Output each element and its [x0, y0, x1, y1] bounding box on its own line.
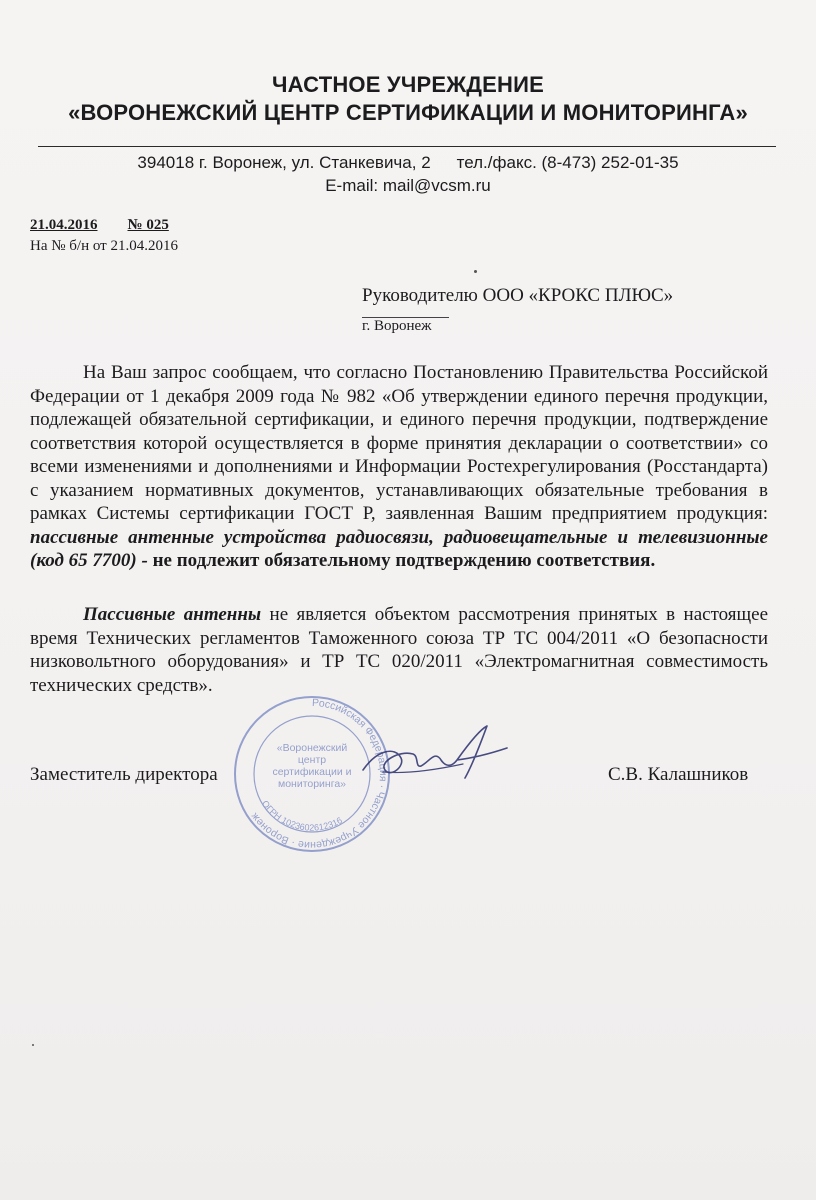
second-paragraph — [30, 603, 768, 697]
org-type-heading: ЧАСТНОЕ УЧРЕЖДЕНИЕ — [271, 72, 545, 97]
signatory-position: Заместитель директора — [30, 764, 218, 785]
main-paragraph-text: На Ваш запрос сообщаем, что согласно Постановлению Правительства Российской Федерации от 1 декабря 2009 года № 982 «Об утверждении единого перечня продукции, подлежащей обязательной сертификации, и единого перечня продукции, подтверждение соответствия которой осуществляется в форме принятия декларации о соответствии» со всеми изменениями и дополнениями и Информации Ростехрегулирования (Росстандарта) с указанием нормативных документов, устанавливающих обязательные требования в рамках Системы сертификации ГОСТ Р, заявленная Вашим предприятием продукция: — [30, 362, 768, 524]
outgoing-reference — [30, 217, 169, 234]
recipient-name: Руководителю ООО «КРОКС ПЛЮС» — [362, 285, 674, 306]
signatory-name: С.В. Калашников — [608, 764, 749, 785]
letter-number: № 025 — [127, 217, 169, 233]
incoming-reference: На № б/н от 21.04.2016 — [30, 238, 178, 254]
phone-fax: тел./факс. (8-473) 252-01-35 — [456, 153, 679, 172]
conclusion-text: не подлежит обязательному подтверждению соответствия. — [147, 550, 656, 571]
paper-speck — [474, 270, 477, 273]
header-divider — [38, 146, 776, 147]
subject-term: Пассивные антенны — [83, 604, 262, 625]
address-line — [0, 153, 816, 173]
email-line: E-mail: mail@vcsm.ru — [325, 176, 491, 195]
stamp-ogrn: ОГРН 1023602612316 — [259, 798, 344, 833]
second-paragraph-text: не является объектом рассмотрения принятых в настоящее время Технических регламентов Таможенного союза ТР ТС 004/2011 «О безопасности низковольтного оборудования» и ТР ТС 020/2011 «Электромагнитная совместимость технических средств». — [30, 604, 769, 696]
stamp-outer-text: Российская Федерация · Частное Учреждение · Воронеж — [248, 696, 390, 852]
stamp-inner-text: «Воронежский центр сертификации и мониторинга» — [272, 742, 352, 790]
main-paragraph — [30, 361, 768, 573]
org-name-heading: «ВОРОНЕЖСКИЙ ЦЕНТР СЕРТИФИКАЦИИ И МОНИТОРИНГА» — [68, 100, 748, 125]
product-description: пассивные антенные устройства радиосвязи, радиовещательные и телевизионные (код 65 7700) - — [30, 526, 768, 571]
paper-speck — [32, 1044, 34, 1046]
letter-date: 21.04.2016 — [30, 217, 98, 233]
postal-address: 394018 г. Воронеж, ул. Станкевича, 2 — [137, 153, 431, 172]
handwritten-signature — [355, 720, 515, 790]
recipient-city: г. Воронеж — [362, 318, 432, 334]
